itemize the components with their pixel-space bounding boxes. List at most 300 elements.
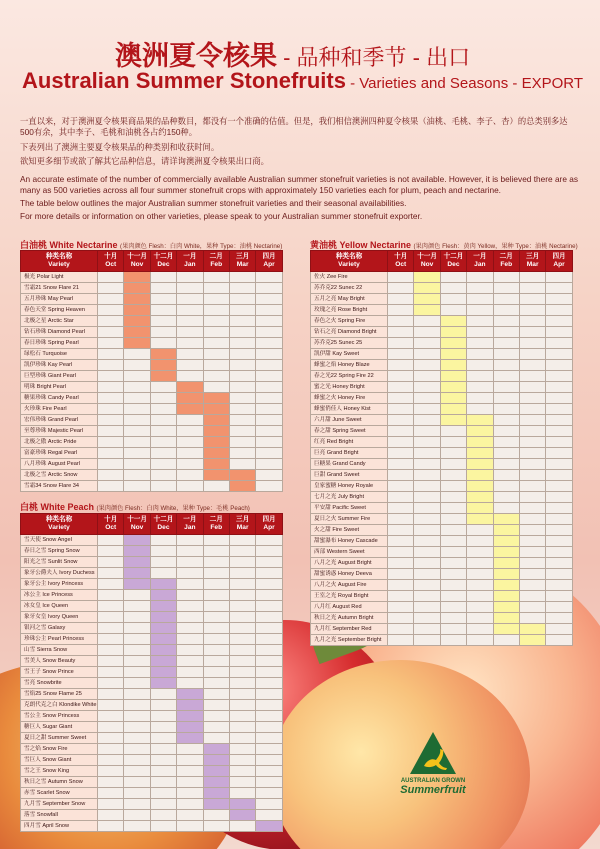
season-cell (256, 535, 282, 546)
table-row (21, 272, 283, 283)
season-cell (440, 569, 466, 580)
season-cell (150, 821, 176, 832)
season-cell-available (493, 525, 519, 536)
season-cell (98, 766, 124, 777)
season-cell (388, 393, 414, 404)
table-row (21, 733, 283, 744)
variety-name: 春色天堂 Spring Heaven (21, 305, 98, 316)
season-cell (124, 459, 150, 470)
season-cell (388, 536, 414, 547)
variety-name: 夏日之甜 Summer Sweet (21, 733, 98, 744)
season-cell (414, 349, 440, 360)
season-cell (98, 799, 124, 810)
month-header-dec (440, 251, 466, 272)
month-header-jan (177, 251, 203, 272)
season-cell (414, 316, 440, 327)
table-row (311, 327, 573, 338)
season-cell-available (493, 569, 519, 580)
season-cell (546, 580, 572, 591)
variety-name: 克朗代克之白 Klondike White (21, 700, 98, 711)
season-cell (150, 766, 176, 777)
season-cell (150, 316, 176, 327)
season-cell (414, 514, 440, 525)
season-cell (256, 788, 282, 799)
season-cell-available (203, 415, 229, 426)
month-header-apr (256, 251, 282, 272)
table-row (311, 294, 573, 305)
season-cell (124, 426, 150, 437)
month-header-cn: 十二月 (153, 253, 174, 261)
season-cell (229, 733, 255, 744)
month-header-mar (229, 251, 255, 272)
month-header-en: Feb (210, 261, 223, 268)
season-cell (150, 744, 176, 755)
season-cell (150, 481, 176, 492)
season-cell (546, 481, 572, 492)
season-cell (519, 327, 545, 338)
season-cell-available (150, 371, 176, 382)
season-cell (203, 327, 229, 338)
intro-en-paragraph-2: The table below outlines the major Australian summer stonefruit varieties and their seasonal availabilities. (20, 198, 407, 208)
season-cell-available (177, 404, 203, 415)
season-cell (519, 371, 545, 382)
season-cell (256, 700, 282, 711)
season-cell (98, 415, 124, 426)
variety-name: 蜂蜜之焰 Honey Blaze (311, 360, 388, 371)
season-cell (519, 272, 545, 283)
season-cell (546, 492, 572, 503)
season-cell-available (467, 426, 493, 437)
season-cell (177, 777, 203, 788)
season-cell (203, 272, 229, 283)
table-row (21, 755, 283, 766)
season-cell (546, 613, 572, 624)
season-cell (150, 799, 176, 810)
variety-name: 五月珍珠 May Pearl (21, 294, 98, 305)
variety-name: 雪天使 Snow Angel (21, 535, 98, 546)
season-cell (150, 283, 176, 294)
season-cell (177, 601, 203, 612)
season-cell (388, 514, 414, 525)
season-cell (256, 799, 282, 810)
season-cell (177, 316, 203, 327)
season-cell (177, 338, 203, 349)
table-row (311, 558, 573, 569)
season-cell (98, 470, 124, 481)
season-cell-available (519, 635, 545, 646)
table-row (311, 272, 573, 283)
season-cell (467, 525, 493, 536)
season-cell-available (493, 624, 519, 635)
season-cell (203, 481, 229, 492)
season-cell (493, 481, 519, 492)
month-header-apr (256, 514, 282, 535)
season-cell-available (124, 283, 150, 294)
month-header-cn: 十一月 (127, 516, 147, 524)
season-cell (256, 437, 282, 448)
season-cell (229, 744, 255, 755)
season-cell (203, 612, 229, 623)
season-cell (519, 580, 545, 591)
season-cell (124, 810, 150, 821)
season-cell (519, 525, 545, 536)
table-row (21, 481, 283, 492)
season-cell (546, 459, 572, 470)
variety-name: 春日之雪 Spring Snow (21, 546, 98, 557)
month-header-en: Nov (130, 524, 144, 531)
season-cell (414, 536, 440, 547)
season-cell (256, 294, 282, 305)
season-cell-available (203, 426, 229, 437)
variety-header-en: Variety (338, 261, 360, 268)
season-cell (177, 415, 203, 426)
variety-name: 阳光之雪 Sunlit Snow (21, 557, 98, 568)
season-cell (414, 448, 440, 459)
season-cell (124, 777, 150, 788)
table-row (21, 283, 283, 294)
season-cell (98, 733, 124, 744)
season-cell (256, 316, 282, 327)
season-cell (256, 459, 282, 470)
season-cell (98, 777, 124, 788)
season-cell (177, 272, 203, 283)
season-cell (98, 612, 124, 623)
season-cell (124, 656, 150, 667)
season-cell-available (493, 580, 519, 591)
season-cell (124, 799, 150, 810)
season-cell (98, 393, 124, 404)
month-header-cn: 三月 (236, 253, 250, 261)
season-cell-available (467, 481, 493, 492)
season-cell-available (440, 338, 466, 349)
month-header-en: Apr (263, 524, 275, 531)
month-header-en: Oct (105, 524, 117, 531)
season-cell (519, 404, 545, 415)
month-header-cn: 十月 (104, 516, 118, 524)
season-cell (150, 733, 176, 744)
season-cell (493, 305, 519, 316)
season-cell (256, 623, 282, 634)
yellow-nectarine-note: (果肉颜色 Flesh：黄肉 Yellow，果种 Type：油桃 Nectarine) (413, 243, 578, 250)
season-cell (98, 601, 124, 612)
season-cell (493, 371, 519, 382)
season-cell (388, 481, 414, 492)
variety-name: 雪焰25 Snow Flame 25 (21, 689, 98, 700)
season-cell (388, 635, 414, 646)
season-cell (440, 547, 466, 558)
season-cell (519, 338, 545, 349)
season-cell (177, 557, 203, 568)
season-cell (229, 535, 255, 546)
table-row (21, 448, 283, 459)
table-row (21, 393, 283, 404)
season-cell (229, 678, 255, 689)
season-cell (493, 415, 519, 426)
season-cell (546, 635, 572, 646)
season-cell (388, 613, 414, 624)
variety-name: 落雪 Snowfall (21, 810, 98, 821)
month-header-oct (388, 251, 414, 272)
season-cell (519, 459, 545, 470)
season-cell-available (177, 689, 203, 700)
season-cell (414, 624, 440, 635)
season-cell (256, 579, 282, 590)
season-cell (98, 349, 124, 360)
variety-name: 钻石珍珠 Diamond Pearl (21, 327, 98, 338)
season-cell (124, 349, 150, 360)
season-cell (440, 635, 466, 646)
season-cell (388, 624, 414, 635)
month-header-jan (467, 251, 493, 272)
white-peach-title-text: 白桃 White Peach (20, 502, 95, 512)
season-cell (98, 568, 124, 579)
season-cell (98, 667, 124, 678)
season-cell (256, 612, 282, 623)
season-cell (440, 294, 466, 305)
season-cell (98, 678, 124, 689)
season-cell-available (493, 613, 519, 624)
season-cell (124, 382, 150, 393)
season-cell (256, 404, 282, 415)
variety-name: 雪之王 Snow King (21, 766, 98, 777)
season-cell (150, 777, 176, 788)
season-cell-available (467, 437, 493, 448)
table-row (311, 514, 573, 525)
season-cell (98, 360, 124, 371)
season-cell (203, 634, 229, 645)
table-row (21, 382, 283, 393)
season-cell (124, 766, 150, 777)
season-cell (519, 547, 545, 558)
season-cell (388, 459, 414, 470)
season-cell (519, 569, 545, 580)
title-english (22, 68, 583, 94)
season-cell (150, 404, 176, 415)
season-cell (546, 382, 572, 393)
season-cell (229, 437, 255, 448)
variety-name: 玫瑰之亮 Rose Bright (311, 305, 388, 316)
season-cell (98, 546, 124, 557)
season-cell (440, 503, 466, 514)
variety-name: 夏日之火 Summer Fire (311, 514, 388, 525)
variety-name: 北极之星 Arctic Star (21, 316, 98, 327)
season-cell (440, 272, 466, 283)
season-cell (546, 503, 572, 514)
season-cell (414, 569, 440, 580)
season-cell (440, 580, 466, 591)
season-cell-available (150, 634, 176, 645)
table-header-row (21, 251, 283, 272)
variety-name: 火之甜 Fire Sweet (311, 525, 388, 536)
season-cell (177, 371, 203, 382)
season-cell (256, 415, 282, 426)
season-cell-available (124, 535, 150, 546)
season-cell (388, 470, 414, 481)
season-cell-available (467, 448, 493, 459)
variety-name: 平安甜 Pacific Sweet (311, 503, 388, 514)
table-row (311, 635, 573, 646)
season-cell-available (493, 558, 519, 569)
kangaroo-triangle-icon (408, 730, 458, 776)
season-cell (203, 711, 229, 722)
season-cell (414, 492, 440, 503)
month-header-cn: 一月 (183, 253, 197, 261)
season-cell (440, 536, 466, 547)
season-cell (150, 459, 176, 470)
month-header-cn: 十二月 (443, 253, 464, 261)
table-row (21, 744, 283, 755)
season-cell (203, 623, 229, 634)
season-cell (546, 470, 572, 481)
table-row (21, 579, 283, 590)
season-cell-available (203, 404, 229, 415)
table-header-row (21, 514, 283, 535)
season-cell (414, 327, 440, 338)
season-cell (519, 470, 545, 481)
season-cell (203, 382, 229, 393)
season-cell (256, 338, 282, 349)
season-cell (467, 360, 493, 371)
season-cell (388, 360, 414, 371)
season-cell-available (440, 316, 466, 327)
season-cell (177, 327, 203, 338)
season-cell (256, 590, 282, 601)
season-cell (546, 415, 572, 426)
white-nectarine-table (20, 250, 283, 492)
season-cell (414, 602, 440, 613)
table-row (311, 602, 573, 613)
month-header-en: Mar (526, 261, 539, 268)
variety-header-cn: 种类名称 (45, 516, 73, 524)
variety-name: 红亮 Red Bright (311, 437, 388, 448)
season-cell (467, 283, 493, 294)
variety-name: 八月珍珠 August Pearl (21, 459, 98, 470)
month-header-nov (124, 251, 150, 272)
season-cell (256, 305, 282, 316)
season-cell-available (150, 360, 176, 371)
season-cell (493, 327, 519, 338)
season-cell (467, 294, 493, 305)
table-row (21, 623, 283, 634)
table-row (311, 624, 573, 635)
season-cell (414, 481, 440, 492)
variety-name: 雪亮 Snowbrite (21, 678, 98, 689)
season-cell (177, 437, 203, 448)
season-cell (150, 272, 176, 283)
variety-name: 八月之火 August Fire (311, 580, 388, 591)
table-row (21, 810, 283, 821)
season-cell (467, 272, 493, 283)
season-cell-available (440, 371, 466, 382)
season-cell (177, 590, 203, 601)
season-cell (150, 711, 176, 722)
season-cell (177, 470, 203, 481)
season-cell (98, 338, 124, 349)
season-cell (98, 437, 124, 448)
season-cell (98, 305, 124, 316)
month-header-apr (546, 251, 572, 272)
season-cell (98, 481, 124, 492)
season-cell-available (150, 645, 176, 656)
season-cell (177, 821, 203, 832)
table-row (21, 316, 283, 327)
season-cell-available (493, 591, 519, 602)
season-cell (256, 689, 282, 700)
season-cell (546, 327, 572, 338)
season-cell (229, 393, 255, 404)
season-cell (493, 393, 519, 404)
season-cell (256, 283, 282, 294)
season-cell (388, 382, 414, 393)
variety-name: 九月之光 September Bright (311, 635, 388, 646)
season-cell (229, 590, 255, 601)
season-cell (98, 426, 124, 437)
table-row (21, 700, 283, 711)
variety-name: 雪美人 Snow Beauty (21, 656, 98, 667)
season-cell-available (150, 623, 176, 634)
season-cell (440, 448, 466, 459)
variety-name: 甜蜜瀑布 Honey Cascade (311, 536, 388, 547)
table-row (21, 777, 283, 788)
season-cell (229, 338, 255, 349)
season-cell (546, 294, 572, 305)
season-cell (98, 327, 124, 338)
variety-column-header (311, 251, 388, 272)
season-cell (546, 305, 572, 316)
season-cell (546, 514, 572, 525)
table-row (21, 459, 283, 470)
variety-name: 雪霜21 Snow Flare 21 (21, 283, 98, 294)
table-row (21, 360, 283, 371)
season-cell (203, 371, 229, 382)
intro-en-paragraph-3: For more details or information on other varieties, please speak to your Australian summer stonefruit exporter. (20, 211, 423, 221)
month-header-en: Apr (553, 261, 565, 268)
season-cell (229, 426, 255, 437)
season-cell (546, 558, 572, 569)
season-cell (150, 546, 176, 557)
season-cell (124, 393, 150, 404)
season-cell (414, 415, 440, 426)
season-cell (388, 580, 414, 591)
season-cell (546, 338, 572, 349)
season-cell (203, 722, 229, 733)
month-header-en: Dec (447, 261, 460, 268)
table-row (21, 667, 283, 678)
season-cell (98, 459, 124, 470)
season-cell-available (440, 404, 466, 415)
season-cell (150, 788, 176, 799)
season-cell (98, 590, 124, 601)
table-row (311, 283, 573, 294)
season-cell (229, 645, 255, 656)
season-cell (414, 503, 440, 514)
season-cell (177, 645, 203, 656)
variety-name: 明珠 Bright Pearl (21, 382, 98, 393)
table-row (311, 492, 573, 503)
season-cell (203, 700, 229, 711)
season-cell (414, 393, 440, 404)
season-cell-available (124, 272, 150, 283)
season-cell-available (203, 766, 229, 777)
variety-name: 象牙女皇 Ivory Queen (21, 612, 98, 623)
variety-name: 甜蜜诱惑 Honey Deeva (311, 569, 388, 580)
month-header-en: Mar (236, 524, 249, 531)
month-header-en: Nov (130, 261, 144, 268)
table-row (21, 546, 283, 557)
season-cell (256, 382, 282, 393)
season-cell (124, 700, 150, 711)
month-header-oct (98, 514, 124, 535)
